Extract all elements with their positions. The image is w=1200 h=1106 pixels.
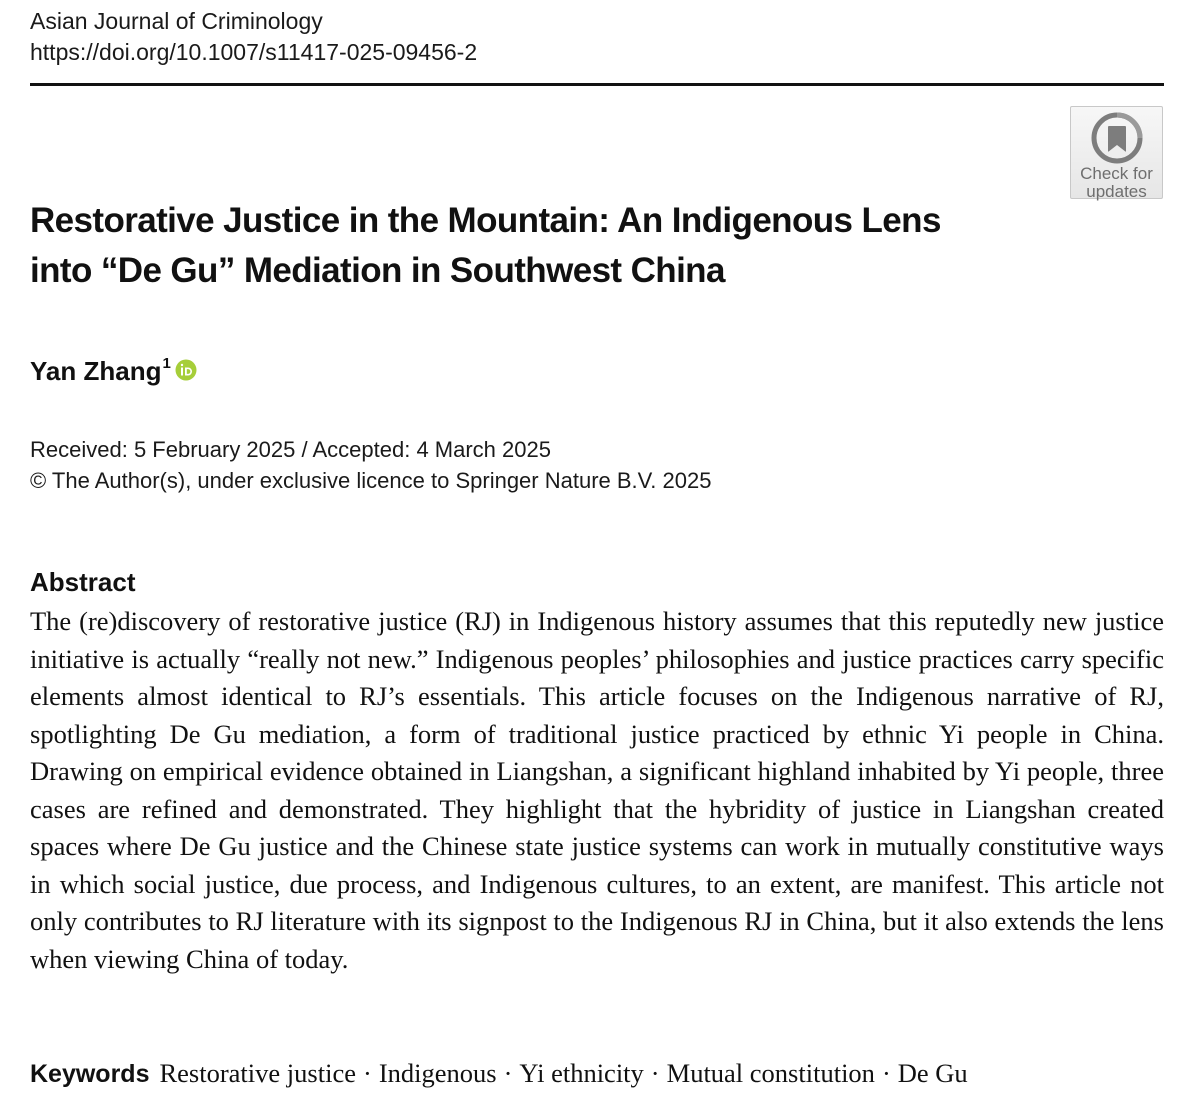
received-accepted-dates: Received: 5 February 2025 / Accepted: 4 March 2025: [30, 437, 551, 462]
keyword-item: Restorative justice: [159, 1058, 356, 1088]
orcid-icon[interactable]: [174, 358, 198, 382]
title-line-2: into “De Gu” Mediation in Southwest China: [30, 251, 725, 290]
check-for-updates-badge[interactable]: [1070, 106, 1163, 199]
abstract-text: The (re)discovery of restorative justice (RJ) in Indigenous history assumes that this reputedly new justice initiative is actually “really not new.” Indigenous peoples’ philosophies and justice practices carry specific elements almost identical to RJ’s essentials. This article focuses on the Indigenous narrative of RJ, spotlighting De Gu mediation, a form of traditional justice practiced by ethnic Yi people in China. Drawing on empirical evidence obtained in Liangshan, a significant highland inhabited by Yi people, three cases are refined and demonstrated. They highlight that the hybridity of justice in Liangshan created spaces where De Gu justice and the Chinese state justice systems can work in mutually constitutive ways in which social justice, due process, and Indigenous cultures, to an extent, are manifest. This article not only contributes to RJ literature with its signpost to the Indigenous RJ in China, but it also extends the lens when viewing China of today.: [30, 606, 1164, 974]
title-line-1: Restorative Justice in the Mountain: An Indigenous Lens: [30, 201, 941, 240]
keyword-separator: ·: [362, 1058, 372, 1088]
keyword-separator: ·: [881, 1058, 891, 1088]
author-line: [30, 346, 198, 389]
copyright-notice: © The Author(s), under exclusive licence to Springer Nature B.V. 2025: [30, 468, 712, 493]
header-divider: [30, 83, 1164, 86]
keywords-line: [30, 1055, 968, 1092]
journal-header: [30, 6, 477, 68]
journal-name: Asian Journal of Criminology: [30, 8, 323, 34]
keyword-item: Mutual constitution: [666, 1058, 875, 1088]
keywords-label: Keywords: [30, 1060, 150, 1088]
badge-label-line2: updates: [1086, 182, 1147, 201]
article-title: [30, 196, 1050, 296]
doi-link[interactable]: https://doi.org/10.1007/s11417-025-09456-2: [30, 39, 478, 65]
author-name[interactable]: Yan Zhang: [30, 356, 162, 386]
keyword-separator: ·: [650, 1058, 660, 1088]
publication-info: [30, 434, 711, 496]
abstract-heading: Abstract: [30, 567, 136, 597]
keyword-separator: ·: [503, 1058, 513, 1088]
keyword-item: Indigenous: [378, 1058, 497, 1088]
keyword-item: Yi ethnicity: [519, 1058, 644, 1088]
badge-label-line1: Check for: [1080, 164, 1153, 183]
crossmark-icon: [1091, 112, 1143, 164]
keyword-item: De Gu: [897, 1058, 968, 1088]
affiliation-marker[interactable]: 1: [162, 355, 171, 372]
